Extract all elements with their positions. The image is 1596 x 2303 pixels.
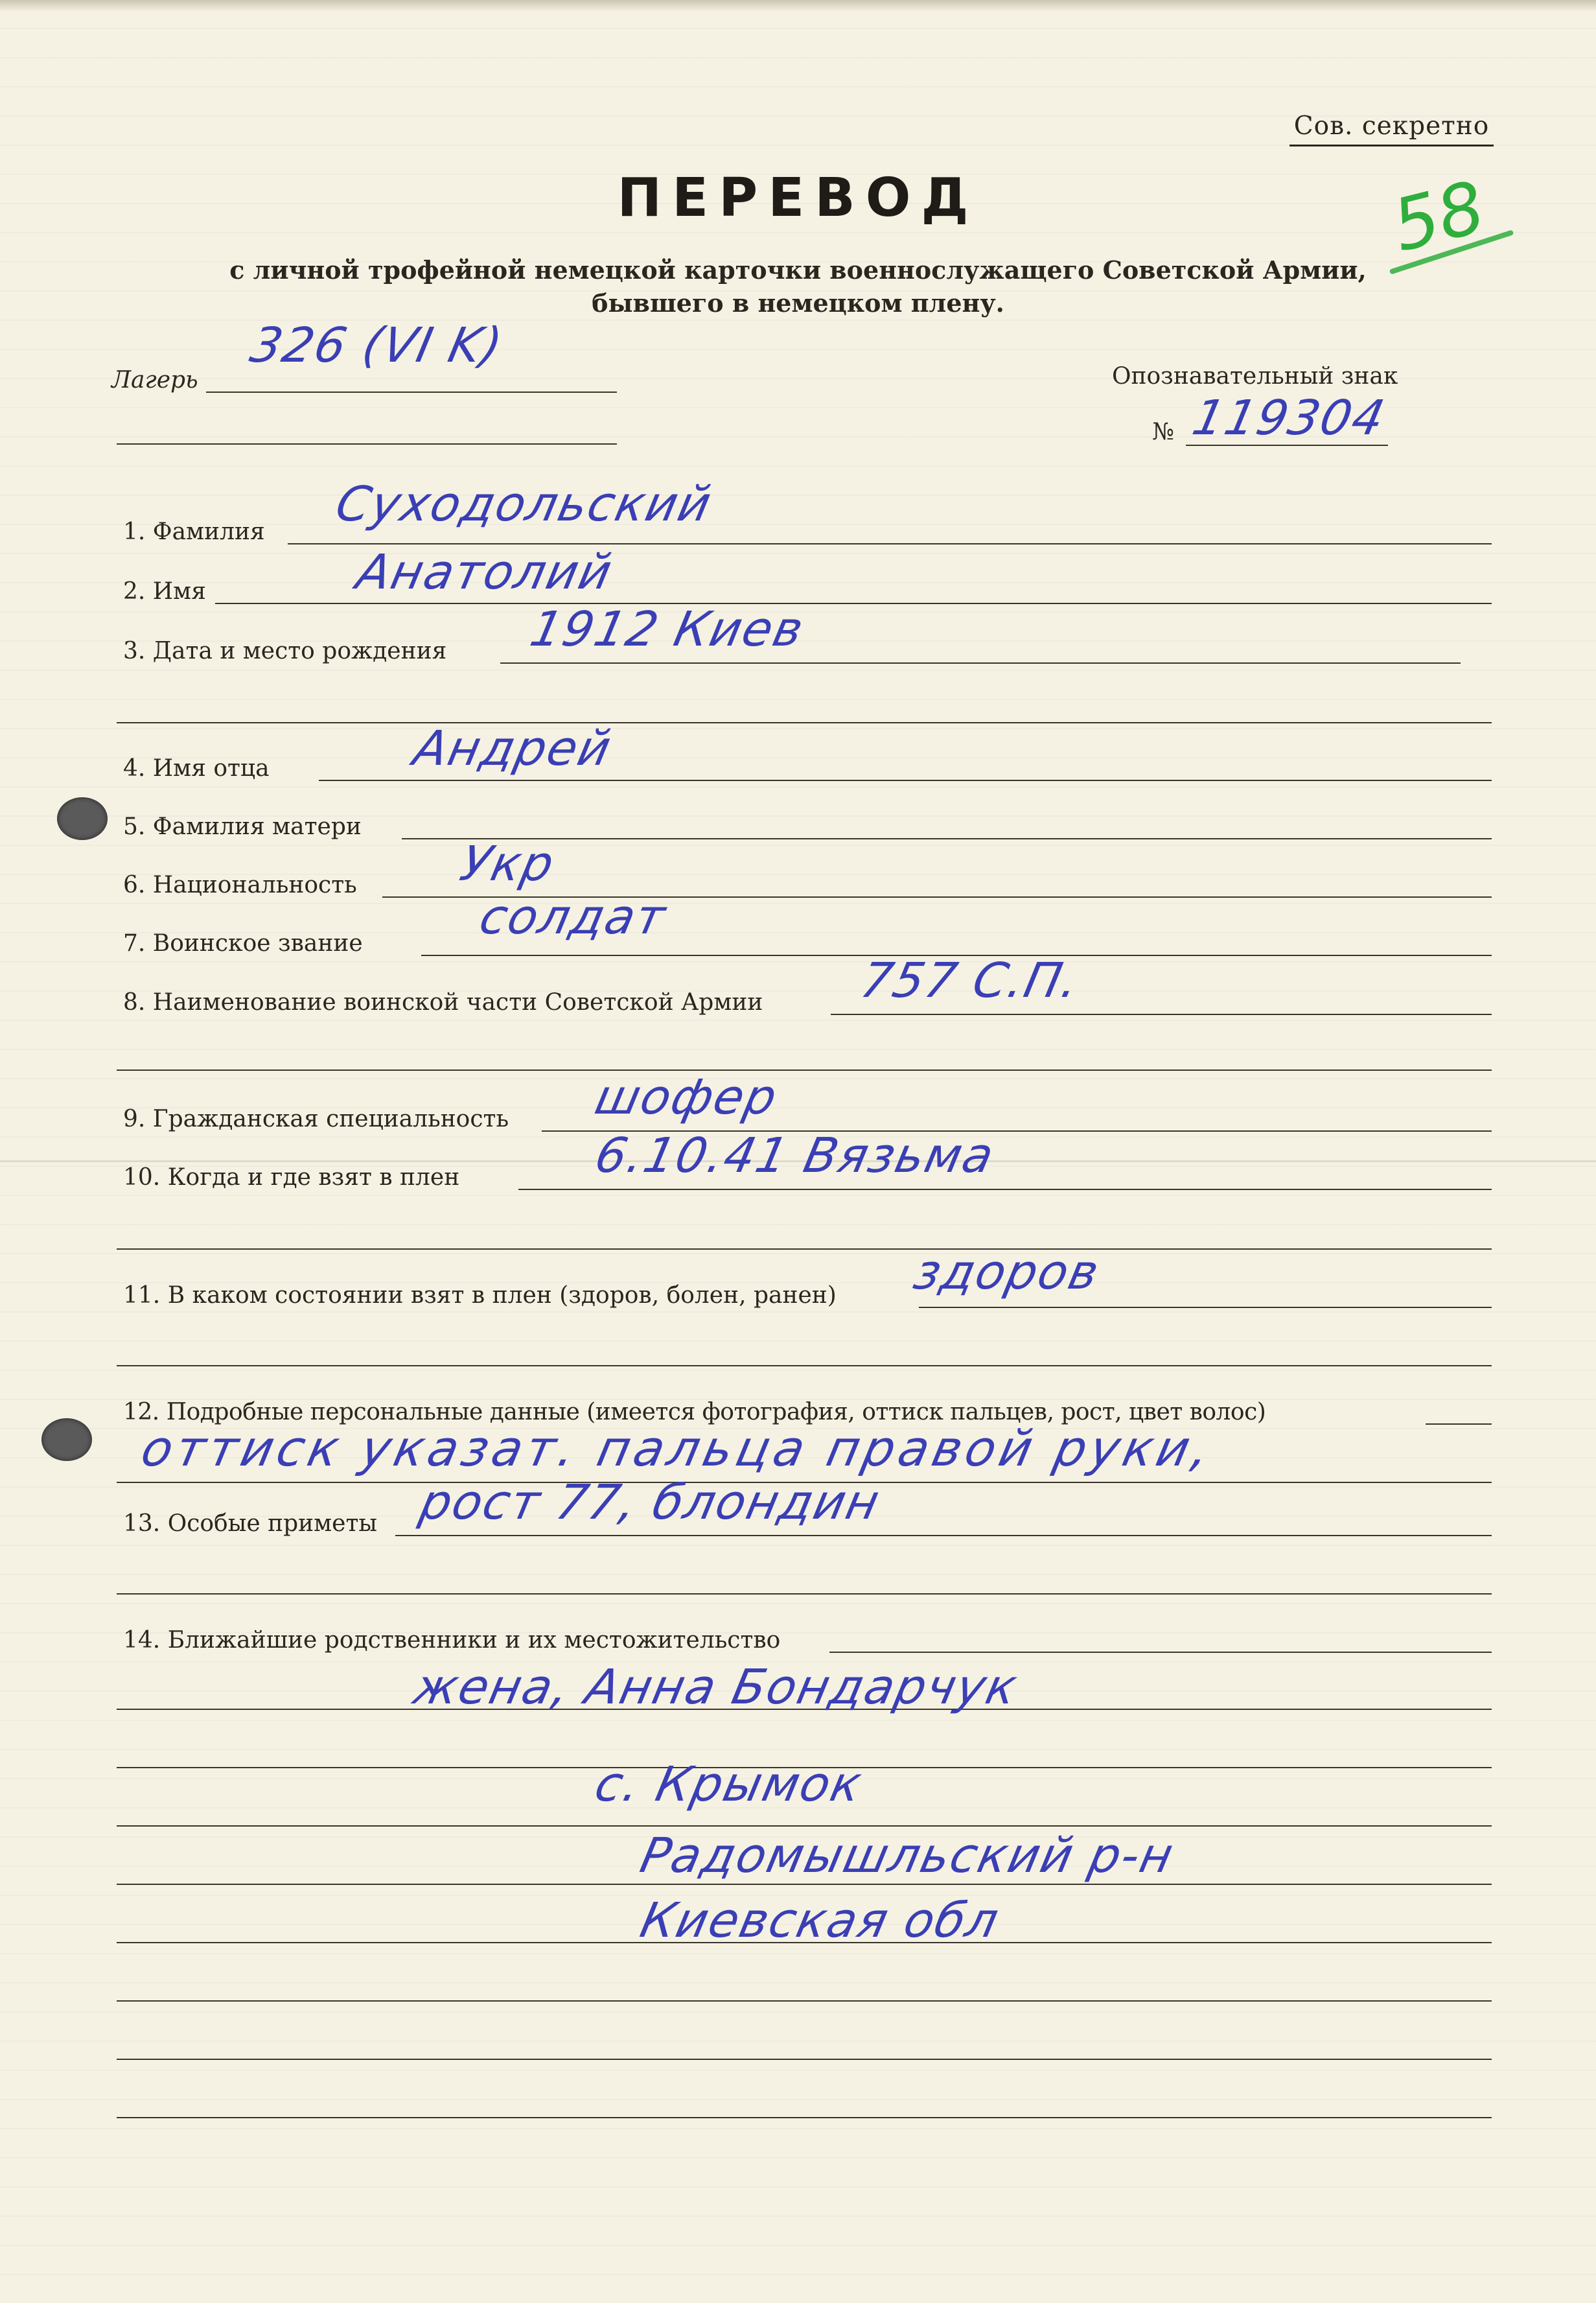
field-4-line — [319, 780, 1492, 781]
id-tag-value: 119304 — [1187, 390, 1391, 446]
field-5-line — [402, 838, 1492, 839]
field-14-line-7 — [117, 2000, 1492, 2002]
field-13-line-2 — [117, 1593, 1492, 1595]
field-9-label: 9. Гражданская специальность — [123, 1106, 509, 1132]
field-11-line — [919, 1307, 1492, 1308]
field-7-value: солдат — [474, 889, 672, 945]
field-11-value: здоров — [908, 1245, 1105, 1300]
field-2-label: 2. Имя — [123, 578, 206, 605]
field-14-line-6 — [117, 1942, 1492, 1943]
field-8-line — [831, 1014, 1492, 1015]
field-4-value: Андрей — [408, 721, 617, 777]
camp-line-2 — [117, 443, 617, 445]
field-11-label: 11. В каком состоянии взят в плен (здоров, болен, ранен) — [123, 1282, 837, 1309]
corner-number-handwritten: 58 — [1384, 165, 1493, 268]
field-10-value: 6.10.41 Вязьма — [590, 1128, 1000, 1184]
field-10-line — [518, 1189, 1492, 1190]
field-1-value: Суходольский — [330, 476, 717, 532]
field-14-value-line4: Киевская обл — [635, 1893, 1004, 1948]
field-7-label: 7. Воинское звание — [123, 930, 363, 957]
field-12-line — [1426, 1423, 1492, 1425]
field-5-label: 5. Фамилия матери — [123, 813, 362, 840]
field-8-label: 8. Наименование воинской части Советской Армии — [123, 989, 763, 1016]
field-2-value: Анатолий — [351, 544, 618, 600]
document-title: ПЕРЕВОД — [617, 167, 979, 229]
field-14-value-line3: Радомышльский р-н — [635, 1828, 1179, 1884]
id-tag-number-prefix: № — [1152, 419, 1175, 445]
field-12-label: 12. Подробные персональные данные (имеется фотография, оттиск пальцев, рост, цвет волос) — [123, 1399, 1266, 1425]
field-14-line-9 — [117, 2117, 1492, 2118]
field-6-value: Укр — [455, 836, 560, 892]
field-13-line — [395, 1535, 1492, 1536]
punch-hole-bottom — [41, 1418, 92, 1461]
field-8-value: 757 С.П. — [855, 953, 1085, 1009]
field-6-label: 6. Национальность — [123, 872, 357, 898]
field-13-value: рост 77, блондин — [415, 1475, 886, 1530]
field-10-line-2 — [117, 1248, 1492, 1250]
punch-hole-top — [57, 797, 108, 840]
field-4-label: 4. Имя отца — [123, 755, 270, 782]
field-14-label: 14. Ближайшие родственники и их местожительство — [123, 1627, 781, 1654]
field-3-line — [500, 662, 1461, 664]
field-10-label: 10. Когда и где взят в плен — [123, 1164, 460, 1191]
field-3-value: 1912 Киев — [525, 602, 809, 657]
id-tag-label: Опознавательный знак — [1112, 363, 1398, 390]
document-subtitle-line1: с личной трофейной немецкой карточки военнослужащего Советской Армии, — [229, 255, 1367, 285]
field-14-value-line2: с. Крымок — [590, 1757, 868, 1812]
camp-value: 326 (VI K) — [245, 318, 509, 373]
top-edge-shadow — [0, 0, 1596, 12]
field-2-line — [215, 603, 1492, 604]
field-11-line-2 — [117, 1365, 1492, 1366]
field-14-value-line1: жена, Анна Бондарчук — [408, 1659, 1023, 1715]
field-14-line-4 — [117, 1825, 1492, 1827]
field-3-label: 3. Дата и место рождения — [123, 638, 447, 664]
classification-stamp: Сов. секретно — [1290, 111, 1494, 146]
field-13-label: 13. Особые приметы — [123, 1510, 378, 1537]
document-subtitle-line2: бывшего в немецком плену. — [592, 288, 1004, 318]
field-12-value: оттиск указат. пальца правой руки, — [136, 1420, 1219, 1477]
camp-label: Лагерь — [111, 367, 198, 393]
camp-line — [206, 392, 617, 393]
field-1-label: 1. Фамилия — [123, 519, 265, 545]
field-8-line-2 — [117, 1070, 1492, 1071]
field-14-line-8 — [117, 2059, 1492, 2060]
field-9-value: шофер — [590, 1070, 783, 1125]
field-3-line-2 — [117, 722, 1492, 723]
field-14-line — [829, 1652, 1492, 1653]
field-14-line-5 — [117, 1884, 1492, 1885]
